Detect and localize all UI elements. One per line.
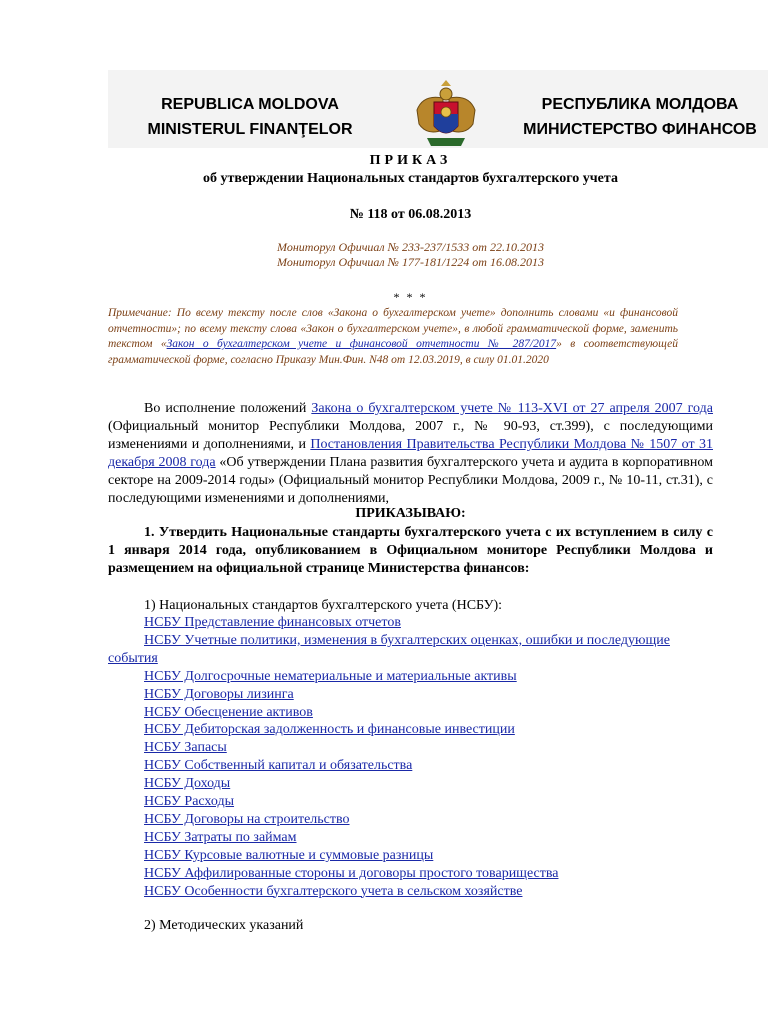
- header-left-line1: REPUBLICA MOLDOVA: [161, 96, 339, 113]
- standard-link[interactable]: НСБУ Затраты по займам: [144, 829, 297, 845]
- title-subtitle: об утверждении Национальных стандартов бухгалтерского учета: [203, 171, 618, 186]
- standard-link[interactable]: НСБУ Особенности бухгалтерского учета в сельском хозяйстве: [144, 883, 523, 899]
- amendment-note: [108, 306, 678, 368]
- document-title: [108, 152, 713, 188]
- monitor-line-1: Мониторул Офичиал № 233-237/1533 от 22.10.2013: [277, 240, 544, 254]
- standard-link[interactable]: НСБУ Собственный капитал и обязательства: [144, 758, 413, 774]
- monitor-line-2: Мониторул Офичиал № 177-181/1224 от 16.08.2013: [277, 255, 544, 269]
- standard-link[interactable]: НСБУ Договоры на строительство: [144, 811, 350, 827]
- note-law-link[interactable]: Закон о бухгалтерском учете и финансовой отчетности № 287/2017: [166, 338, 557, 350]
- title-word: ПРИКАЗ: [369, 153, 452, 168]
- header-right-line1: РЕСПУБЛИКА МОЛДОВА: [541, 96, 739, 113]
- standard-link[interactable]: НСБУ Курсовые валютные и суммовые разницы: [144, 847, 434, 863]
- government-decision-link[interactable]: Постановления Правительства Республики Молдова № 1507 от 31 декабря 2008 года: [108, 437, 713, 470]
- note-text-before: Примечание: По всему тексту после слов «Закона о бухгалтерском учете» дополнить словами «и финансовой отчетности»; по всему тексту слова «Закон о бухгалтерском учете», в любой грамматической форме, заменить текстом «: [108, 307, 678, 350]
- header-right-line2: МИНИСТЕРСТВО ФИНАНСОВ: [523, 121, 757, 138]
- standard-link[interactable]: НСБУ Запасы: [144, 740, 227, 756]
- point-1: 1. Утвердить Национальные стандарты бухгалтерского учета с их вступлением в силу с 1 января 2014 года, опубликованием в Официальном мониторе Республики Молдова и размещением на официальной странице Министерства финансов:: [108, 525, 713, 576]
- separator-stars: * * *: [393, 290, 428, 304]
- header-romanian: [135, 92, 365, 142]
- standard-link[interactable]: НСБУ Долгосрочные нематериальные и материальные активы: [144, 668, 517, 684]
- standard-link[interactable]: НСБУ Обесценение активов: [144, 704, 313, 720]
- standard-link[interactable]: НСБУ Расходы: [144, 794, 235, 810]
- standard-link[interactable]: НСБУ Доходы: [144, 776, 231, 792]
- standards-list: [108, 614, 713, 901]
- standard-link[interactable]: НСБУ Учетные политики, изменения в бухгалтерских оценках, ошибки и последующие события: [108, 632, 670, 666]
- standard-link[interactable]: НСБУ Представление финансовых отчетов: [144, 615, 401, 630]
- intro-text-1: Во исполнение положений: [144, 401, 312, 416]
- law-113-link[interactable]: Закона о бухгалтерском учете № 113-XVI от 27 апреля 2007 года: [311, 401, 713, 416]
- intro-text-2: (Официальный монитор Республики Молдова, 2007 г., № 90-93, ст.399), с последующими изменениями и дополнениями, и: [108, 419, 713, 452]
- order-number: № 118 от 06.08.2013: [349, 207, 472, 222]
- standard-link[interactable]: НСБУ Дебиторская задолженность и финансовые инвестиции: [144, 722, 515, 738]
- header-left-line2: MINISTERUL FINANŢELOR: [147, 121, 353, 138]
- standard-link[interactable]: НСБУ Договоры лизинга: [144, 686, 294, 702]
- orders-heading: ПРИКАЗЫВАЮ:: [355, 506, 466, 521]
- note-text-after: » в соответствующей грамматической форме, согласно Приказу Мин.Фин. N48 от 12.03.2019, в силу 01.01.2020: [108, 338, 678, 366]
- standard-link[interactable]: НСБУ Аффилированные стороны и договоры простого товарищества: [144, 865, 559, 881]
- moldova-coat-of-arms-icon: [413, 80, 479, 150]
- intro-text-3: «Об утверждении Плана развития бухгалтерского учета и аудита в корпоративном секторе на 2009-2014 годы» (Официальный монитор Республики Молдова, 2009 г., № 10-11, ст.31), с последующими изменениями и дополнениями,: [108, 455, 713, 506]
- subpoint-1: 1) Национальных стандартов бухгалтерского учета (НСБУ):: [144, 598, 503, 613]
- intro-paragraph: [108, 400, 713, 508]
- monitor-references: [108, 240, 713, 270]
- subpoint-2: 2) Методических указаний: [144, 918, 304, 933]
- header-russian: [512, 92, 768, 142]
